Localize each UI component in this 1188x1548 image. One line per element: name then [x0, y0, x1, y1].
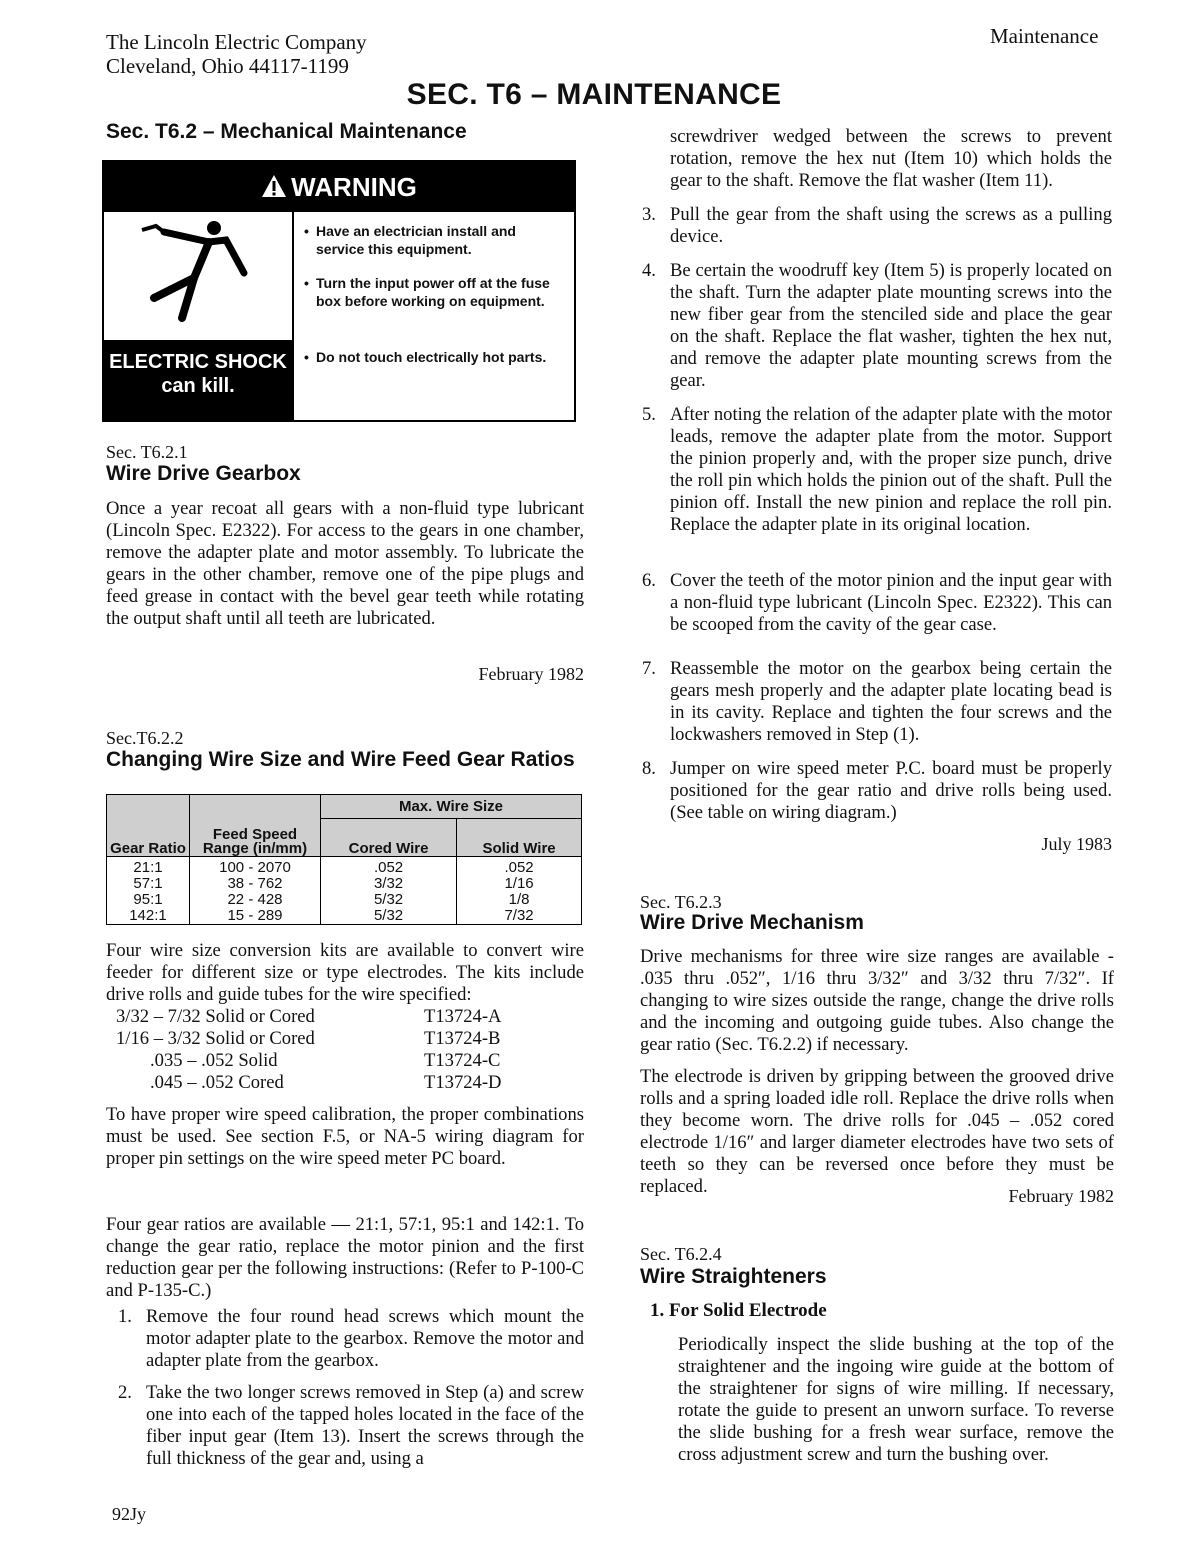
col-header-solid-wire: Solid Wire [457, 819, 582, 857]
warning-triangle-icon [261, 164, 287, 214]
page-title: SEC. T6 – MAINTENANCE [406, 78, 782, 111]
shock-panel [104, 212, 294, 420]
step-number: 3. [642, 204, 656, 225]
step-2-continued: screwdriver wedged between the screws to prevent rotation, remove the hex nut (Item 10) which holds the gear to the shaft. Remove the flat washer (Item 11). [670, 126, 1112, 191]
warning-bullet-2: • Turn the input power off at the fuse box before working on equipment. [304, 274, 566, 310]
step-number: 2. [118, 1382, 132, 1403]
step-text: Be certain the woodruff key (Item 5) is properly located on the shaft. Turn the adapter plate mounting screws into the new fiber gear from the stenciled side and place the gear on the shaft. Replace the flat washer, tighten the hex nut, and remove the adapter plate mounting screws from the gear. [670, 260, 1112, 391]
kit-part-number: T13724-B [424, 1028, 501, 1049]
step-number: 1. [118, 1306, 132, 1327]
section-number-t622: Sec.T6.2.2 [106, 728, 184, 748]
step-7 [642, 658, 1112, 746]
step-text: Take the two longer screws removed in Step (a) and screw one into each of the tapped holes located in the face of the fiber input gear (Item 13). Insert the screws through the full thickness of the gear and, using a [146, 1382, 584, 1469]
cell-gear-ratio: 57:1 [107, 876, 190, 892]
table-row [107, 857, 582, 877]
company-name: The Lincoln Electric Company [106, 30, 367, 54]
drive-mechanism-paragraph-1: Drive mechanisms for three wire size ranges are available - .035 thru .052″, 1/16 thru 3/32″ and 3/32 thru 7/32″. If changing to wire sizes outside the range, change the drive rolls and the incoming and outgoing guide tubes. Also change the gear ratio (Sec. T6.2.2) if necessary. [640, 946, 1114, 1055]
cell-solid-wire: 7/32 [457, 908, 582, 925]
date-feb-1982-right: February 1982 [1008, 1186, 1114, 1206]
step-text: Reassemble the motor on the gearbox being certain the gears mesh properly and the adapter plate locating bead is in its cavity. Replace and tighten the four screws and the lockwashers removed in Step (1). [670, 658, 1112, 745]
step-3 [642, 204, 1112, 248]
company-city: Cleveland, Ohio 44117-1199 [106, 54, 349, 78]
step-text: Pull the gear from the shaft using the screws as a pulling device. [670, 204, 1112, 247]
step-6 [642, 570, 1112, 636]
calibration-paragraph: To have proper wire speed calibration, the proper combinations must be used. See section F.5, or NA-5 wiring diagram for proper pin settings on the wire speed meter PC board. [106, 1104, 584, 1169]
straighteners-paragraph: Periodically inspect the slide bushing at the top of the straightener and the ingoing wire guide at the bottom of the straightener for signs of wire milling. If necessary, rotate the guide to present an unworn surface. To reverse the slide bushing for a fresh wear surface, remove the cross adjustment screw and turn the bushing over. [678, 1334, 1114, 1465]
kits-intro-paragraph: Four wire size conversion kits are available to convert wire feeder for different size or type electrodes. The kits include drive rolls and guide tubes for the wire specified: [106, 940, 584, 1005]
electric-shock-icon [134, 218, 264, 333]
cell-feed-speed: 15 - 289 [190, 908, 321, 925]
cell-cored-wire: 3/32 [321, 876, 457, 892]
col-header-cored-wire: Cored Wire [321, 819, 457, 857]
col-header-gear-ratio: Gear Ratio [107, 795, 190, 857]
gearbox-paragraph: Once a year recoat all gears with a non-fluid type lubricant (Lincoln Spec. E2322). For access to the gears in one chamber, remove the adapter plate and motor assembly. To lubricate the gears in the other chamber, remove one of the pipe plugs and feed grease in contact with the bevel gear teeth while rotating the output shaft until all teeth are lubricated. [106, 498, 584, 629]
table-row [107, 892, 582, 908]
kit-size-range: 3/32 – 7/32 Solid or Cored [116, 1006, 315, 1027]
cell-gear-ratio: 142:1 [107, 908, 190, 925]
cell-feed-speed: 100 - 2070 [190, 857, 321, 877]
step-number: 6. [642, 570, 656, 591]
step-number: 4. [642, 260, 656, 281]
warning-bullet-3: • Do not touch electrically hot parts. [304, 348, 566, 366]
step-text: Jumper on wire speed meter P.C. board must be properly positioned for the gear ratio and drive rolls being used. (See table on wiring diagram.) [670, 758, 1112, 823]
date-feb-1982: February 1982 [478, 664, 584, 684]
kit-size-range: .045 – .052 Cored [150, 1072, 284, 1093]
cell-cored-wire: 5/32 [321, 908, 457, 925]
step-1 [118, 1306, 584, 1372]
date-july-1983: July 1983 [1041, 834, 1112, 854]
step-number: 5. [642, 404, 656, 425]
col-header-feed-speed: Feed Speed Range (in/mm) [190, 795, 321, 857]
kit-part-number: T13724-D [424, 1072, 502, 1093]
section-number-t623: Sec. T6.2.3 [640, 892, 722, 912]
drive-mechanism-paragraph-2: The electrode is driven by gripping between the grooved drive rolls and a spring loaded idle roll. Replace the drive rolls when they become worn. The drive rolls for .045 – .052 cored electrode 1/16″ and larger diameter electrodes have two sets of teeth so they can be reversed once before they must be replaced. [640, 1066, 1114, 1197]
col-header-max-wire-size: Max. Wire Size [321, 795, 582, 819]
warning-title: WARNING [291, 172, 417, 202]
electric-shock-label [104, 340, 292, 420]
section-number-t624: Sec. T6.2.4 [640, 1244, 722, 1264]
cell-feed-speed: 22 - 428 [190, 892, 321, 908]
company-address [106, 30, 367, 78]
kit-part-number: T13724-A [424, 1006, 502, 1027]
kit-size-range: 1/16 – 3/32 Solid or Cored [116, 1028, 315, 1049]
step-text: After noting the relation of the adapter plate with the motor leads, remove the adapter plate from the motor. Support the pinion properly and, with the proper size punch, drive the roll pin which holds the pinion out of the shaft. Pull the pinion off. Install the new pinion and replace the roll pin. Replace the adapter plate in its original location. [670, 404, 1112, 535]
cell-gear-ratio: 21:1 [107, 857, 190, 877]
cell-solid-wire: .052 [457, 857, 582, 877]
cell-cored-wire: 5/32 [321, 892, 457, 908]
page-footer-code: 92Jy [112, 1504, 147, 1524]
shock-label-line2: can kill. [161, 375, 235, 397]
cell-cored-wire: .052 [321, 857, 457, 877]
gear-ratio-table [106, 794, 582, 925]
shock-label-line1: ELECTRIC SHOCK [109, 351, 287, 373]
step-text: Remove the four round head screws which mount the motor adapter plate to the gearbox. Remove the motor and adapter plate from the gearbox. [146, 1306, 584, 1371]
kit-size-range: .035 – .052 Solid [150, 1050, 278, 1071]
section-heading-t623: Wire Drive Mechanism [640, 911, 864, 934]
kits-list [106, 1006, 584, 1096]
warning-box [102, 160, 576, 422]
step-number: 7. [642, 658, 656, 679]
cell-solid-wire: 1/8 [457, 892, 582, 908]
warning-title-bar [104, 162, 574, 212]
table-row [107, 876, 582, 892]
step-8 [642, 758, 1112, 824]
cell-feed-speed: 38 - 762 [190, 876, 321, 892]
warning-bullet-1: • Have an electrician install and service this equipment. [304, 222, 566, 258]
step-4 [642, 260, 1112, 392]
step-text: Cover the teeth of the motor pinion and the input gear with a non-fluid type lubricant (Lincoln Spec. E2322). This can be scooped from the cavity of the gear case. [670, 570, 1112, 635]
section-heading-t621: Wire Drive Gearbox [106, 462, 301, 485]
cell-solid-wire: 1/16 [457, 876, 582, 892]
table-row [107, 908, 582, 925]
section-heading-t62: Sec. T6.2 – Mechanical Maintenance [106, 120, 467, 143]
step-number: 8. [642, 758, 656, 779]
subheading-solid-electrode: 1. For Solid Electrode [650, 1300, 827, 1321]
cell-gear-ratio: 95:1 [107, 892, 190, 908]
section-number-t621: Sec. T6.2.1 [106, 442, 188, 462]
gear-ratios-paragraph: Four gear ratios are available — 21:1, 57:1, 95:1 and 142:1. To change the gear ratio, replace the motor pinion and the first reduction gear per the following instructions: (Refer to P-100-C and P-135-C.) [106, 1214, 584, 1301]
step-5 [642, 404, 1112, 536]
step-2 [118, 1382, 584, 1470]
section-heading-t624: Wire Straighteners [640, 1265, 827, 1288]
running-section-label: Maintenance [990, 24, 1099, 48]
section-heading-t622: Changing Wire Size and Wire Feed Gear Ratios [106, 748, 575, 771]
kit-part-number: T13724-C [424, 1050, 501, 1071]
